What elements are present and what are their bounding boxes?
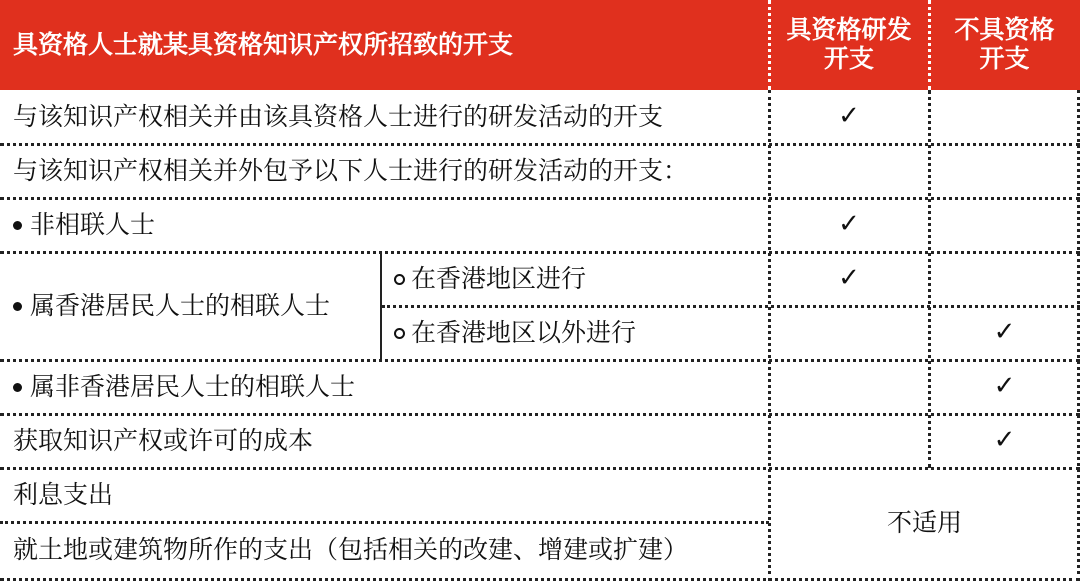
sub-divider: [380, 252, 382, 360]
row-hk-resident-in-hk: [382, 252, 769, 306]
row-ip-acquisition-cost-label: 获取知识产权或许可的成本: [13, 425, 314, 455]
check-icon: ✓: [993, 425, 1016, 456]
header-non-qualifying-line2: 开支: [979, 44, 1030, 73]
rule-row-2: [0, 197, 1080, 200]
row-land-building-expense-label: 就土地或建筑物所作的支出（包括相关的改建、增建或扩建）: [13, 534, 689, 564]
rule-row-3: [0, 251, 1080, 254]
header-non-qualifying: [929, 0, 1080, 90]
row-land-building-expense: [0, 522, 769, 578]
row-hk-resident-associate-label: 属香港居民人士的相联人士: [30, 290, 331, 320]
row-unrelated-person-qualifying-check: [769, 198, 929, 252]
circle-bullet-icon: [394, 328, 405, 339]
row-non-hk-resident-associate-label: 属非香港居民人士的相联人士: [30, 371, 356, 401]
row-hk-resident-associate: [0, 252, 380, 360]
row-hk-resident-outside-hk-nonqualifying-check: [929, 306, 1080, 360]
row-hk-resident-in-hk-label: 在香港地区进行: [411, 263, 587, 293]
check-icon: ✓: [838, 263, 860, 294]
row-ip-acquisition-cost: [0, 414, 769, 468]
row-non-hk-resident-associate-nonqualifying-check: [929, 360, 1080, 414]
header-qualifying-rd-line1: 具资格研发: [786, 15, 912, 45]
row-ip-acquisition-cost-nonqualifying-check: [929, 414, 1080, 468]
rule-row-4: [0, 359, 1080, 362]
header-expense-description-text: 具资格人士就某具资格知识产权所招致的开支: [13, 29, 514, 59]
circle-bullet-icon: [394, 274, 405, 285]
rule-row-5: [0, 413, 1080, 416]
row-outsourced-rd: [0, 144, 769, 198]
row-unrelated-person-label: 非相联人士: [30, 209, 156, 239]
bullet-icon: [13, 302, 22, 311]
row-inhouse-rd-qualifying-check: [769, 90, 929, 144]
row-hk-resident-in-hk-qualifying-check: [769, 252, 929, 306]
rule-row-6: [0, 467, 1080, 470]
rule-row-1: [0, 143, 1080, 146]
header-qualifying-rd: [769, 0, 929, 90]
col-divider-1: [768, 90, 771, 581]
row-non-hk-resident-associate: [0, 360, 769, 414]
row-hk-resident-outside-hk: [382, 306, 769, 360]
rule-row-4a: [382, 305, 1080, 308]
not-applicable-cell: [769, 468, 1080, 578]
header-divider-1: [768, 0, 771, 90]
check-icon: ✓: [838, 101, 860, 132]
header-qualifying-rd-line2: 开支: [823, 44, 874, 73]
header-divider-2: [928, 0, 931, 90]
header-non-qualifying-line1: 不具资格: [954, 15, 1055, 45]
bullet-icon: [13, 221, 22, 230]
row-inhouse-rd: [0, 90, 769, 144]
check-icon: ✓: [993, 317, 1016, 348]
col-divider-2: [928, 90, 931, 468]
bullet-icon: [13, 383, 22, 392]
row-unrelated-person: [0, 198, 769, 252]
row-inhouse-rd-label: 与该知识产权相关并由该具资格人士进行的研发活动的开支: [13, 101, 664, 131]
header-expense-description: [0, 0, 769, 90]
row-hk-resident-outside-hk-label: 在香港地区以外进行: [411, 317, 637, 347]
not-applicable-label: 不适用: [886, 507, 962, 537]
check-icon: ✓: [838, 209, 860, 240]
row-interest-expense-label: 利息支出: [13, 479, 114, 509]
row-interest-expense: [0, 468, 769, 522]
check-icon: ✓: [993, 371, 1016, 402]
row-outsourced-rd-label: 与该知识产权相关并外包予以下人士进行的研发活动的开支：: [13, 155, 689, 185]
rule-row-7: [0, 521, 769, 524]
